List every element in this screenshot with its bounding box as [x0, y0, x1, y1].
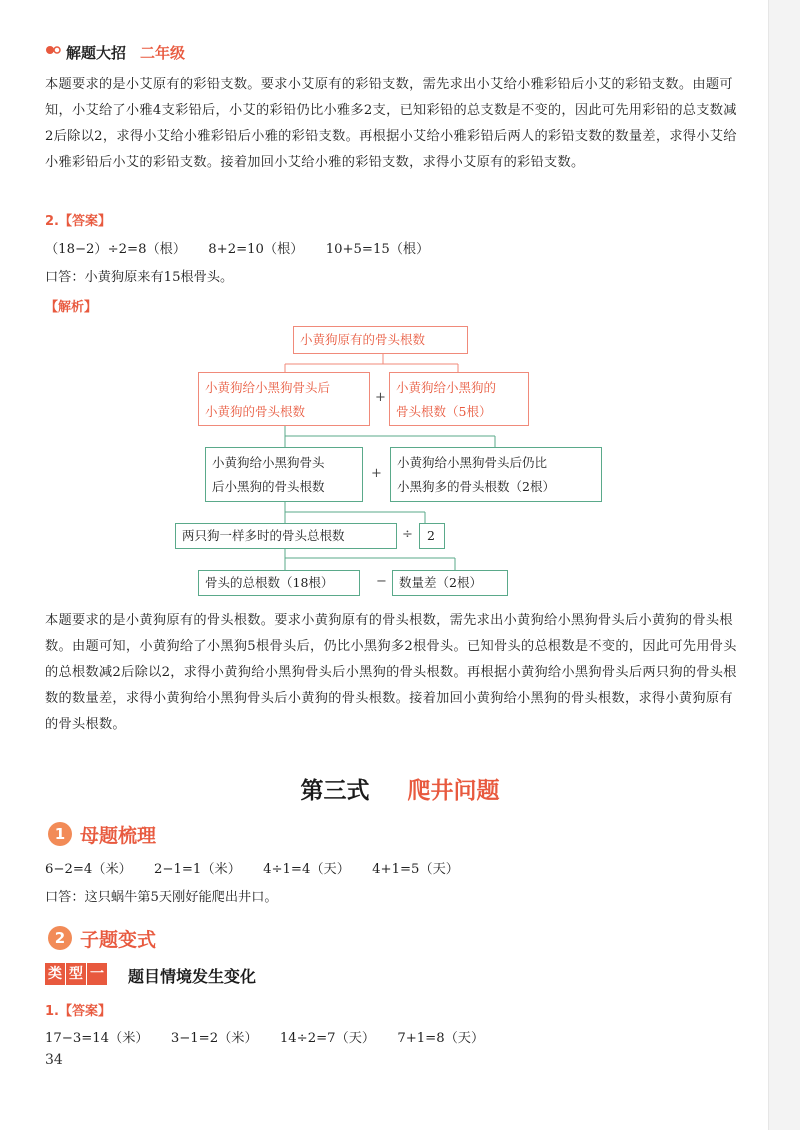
section-1-reply: 口答：这只蜗牛第5天刚好能爬出井口。 — [45, 890, 278, 905]
diagram-box-top: 小黄狗原有的骨头根数 — [293, 326, 468, 354]
section-1-heading: 母题梳理 — [80, 825, 157, 847]
equation: 4+1=5（天） — [372, 862, 459, 877]
analysis-paragraph: 本题要求的是小黄狗原有的骨头根数。要求小黄狗原有的骨头根数，需先求出小黄狗给小黑狗骨头后小黄狗的骨头根数。由题可知，小黄狗给了小黑狗5根骨头后，仍比小黑狗多2根骨头。已知骨头的总根数是不变的，因此可先用骨头的总根数减2后除以2，求得小黄狗给小黑狗骨头后小黑狗的骨头根数。再根据小黄狗给小黑狗骨头后两只狗的骨头根数的数量差，求得小黄狗给小黑狗骨头后小黄狗的骨头根数。接着加回小黄狗给小黑狗的骨头根数，求得小黄狗原有的骨头根数。 — [45, 613, 737, 732]
equation: 6−2=4（米） — [45, 862, 132, 877]
section-2-heading: 子题变式 — [80, 929, 157, 951]
page-number: 34 — [45, 1052, 63, 1068]
equation: 8+2=10（根） — [208, 242, 304, 257]
diagram-op-minus: − — [376, 574, 387, 589]
box-line: 小黄狗给小黑狗骨头后 — [205, 380, 331, 395]
section-1-number-badge: 1 — [48, 822, 72, 846]
box-line: 骨头根数（5根） — [396, 404, 492, 419]
box-line: 小黄狗给小黑狗骨头后仍比 — [397, 455, 548, 470]
box-line: 后小黑狗的骨头根数 — [212, 479, 325, 494]
equation: 7+1=8（天） — [397, 1031, 485, 1046]
diagram-box-row3-right: 2 — [419, 523, 445, 549]
section-2-number-badge: 2 — [48, 926, 72, 950]
box-line: 小黑狗多的骨头根数（2根） — [397, 479, 555, 494]
type-tag-char: 一 — [87, 963, 107, 985]
answer-2-label: 2.【答案】 — [45, 214, 111, 229]
diagram-box-row1-right — [389, 372, 529, 426]
equation: 17−3=14（米） — [45, 1031, 149, 1046]
diagram-box-row4-right: 数量差（2根） — [392, 570, 508, 596]
diagram-op-plus: + — [371, 466, 382, 481]
header-brand: 解题大招 — [66, 44, 127, 62]
intro-paragraph: 本题要求的是小艾原有的彩铅支数。要求小艾原有的彩铅支数，需先求出小艾给小雅彩铅后小艾的彩铅支数。由题可知，小艾给了小雅4支彩铅后，小艾的彩铅仍比小雅多2支，已知彩铅的总支数是不变的，因此可先用彩铅的总支数减2后除以2，求得小艾给小雅彩铅后小雅的彩铅支数。再根据小艾给小雅彩铅后两人的彩铅支数的数量差，求得小艾给小雅彩铅后小艾的彩铅支数。接着加回小艾给小雅的彩铅支数，求得小艾原有的彩铅支数。 — [45, 77, 737, 170]
type-tag-char: 类 — [45, 963, 65, 985]
equation: 10+5=15（根） — [325, 242, 430, 257]
answer-2-reply: 口答：小黄狗原来有15根骨头。 — [45, 270, 234, 285]
equation: 3−1=2（米） — [170, 1031, 258, 1046]
section-title — [0, 772, 800, 805]
equation: 4÷1=4（天） — [263, 862, 350, 877]
answer-1-label: 1.【答案】 — [45, 1004, 111, 1019]
section-title-part2: 爬井问题 — [407, 778, 500, 804]
type-tag-char: 型 — [66, 963, 86, 985]
answer-1-equations — [45, 1027, 502, 1046]
equation: 14÷2=7（天） — [279, 1031, 376, 1046]
box-line: 小黄狗的骨头根数 — [205, 404, 306, 419]
diagram-box-row4-left: 骨头的总根数（18根） — [198, 570, 360, 596]
equation: 2−1=1（米） — [154, 862, 241, 877]
diagram-op-plus: + — [375, 390, 386, 405]
type-tag — [45, 963, 108, 985]
diagram-box-row3-left: 两只狗一样多时的骨头总根数 — [175, 523, 397, 549]
section-1-equations — [45, 858, 477, 877]
diagram-box-row1-left — [198, 372, 370, 426]
box-line: 小黄狗给小黑狗骨头 — [212, 455, 325, 470]
analysis-label: 【解析】 — [45, 300, 98, 315]
section-title-part1: 第三式 — [300, 778, 370, 804]
diagram-op-divide: ÷ — [402, 527, 413, 542]
box-line: 小黄狗给小黑狗的 — [396, 380, 497, 395]
diagram-box-row2-left — [205, 447, 363, 502]
type-description: 题目情境发生变化 — [128, 967, 257, 986]
equation: （18−2）÷2=8（根） — [45, 242, 187, 257]
header-grade: 二年级 — [140, 44, 186, 62]
diagram-box-row2-right — [390, 447, 602, 502]
